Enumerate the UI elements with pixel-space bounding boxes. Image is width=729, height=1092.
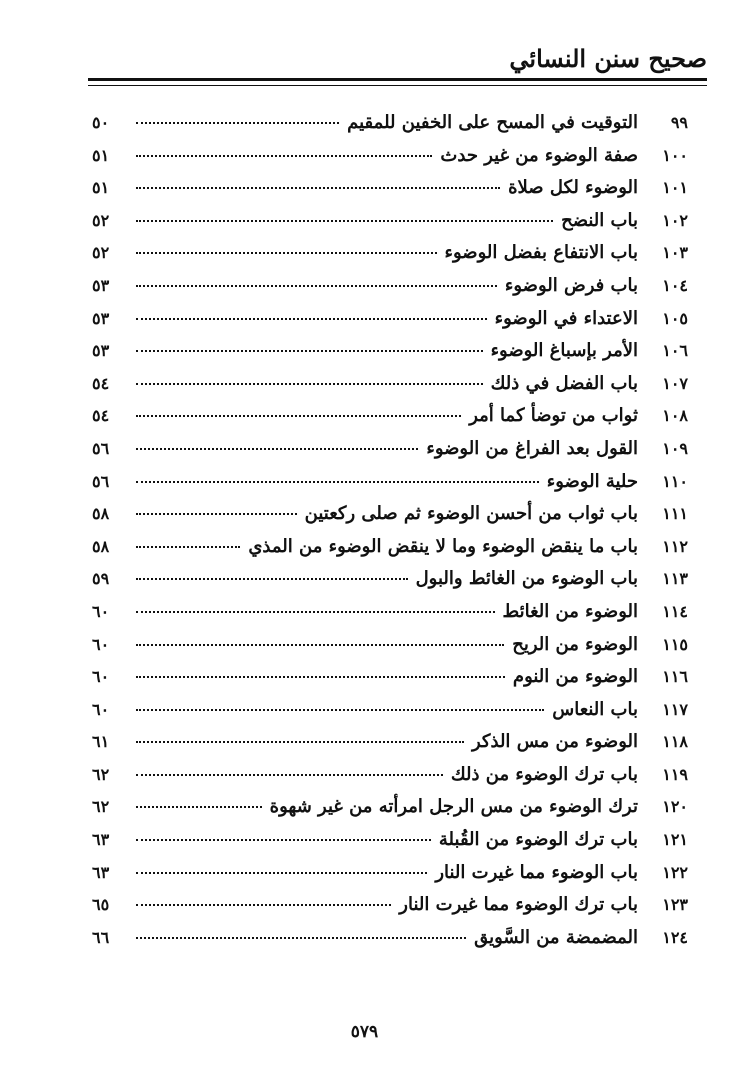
- entry-page: ٦٢: [92, 797, 110, 817]
- dot-leader: [136, 644, 504, 646]
- entry-title: القول بعد الفراغ من الوضوء: [426, 437, 638, 459]
- table-of-contents: [92, 112, 688, 959]
- entry-number: ١٢٤: [662, 927, 688, 947]
- toc-entry: [92, 145, 688, 178]
- entry-page: ٥٤: [92, 406, 110, 426]
- entry-number: ١١٤: [662, 601, 688, 621]
- dot-leader: [136, 448, 418, 450]
- toc-entry: [92, 112, 688, 145]
- toc-entry: [92, 764, 688, 797]
- entry-number: ٩٩: [670, 113, 688, 132]
- entry-number: ١٠٠: [662, 145, 688, 165]
- toc-entry: [92, 308, 688, 341]
- entry-page: ٥٢: [92, 243, 110, 263]
- entry-page: ٥٨: [92, 536, 110, 556]
- entry-title: باب فرض الوضوء: [504, 274, 638, 296]
- entry-number: ١٢٣: [662, 895, 688, 915]
- toc-entry: [92, 373, 688, 406]
- entry-page: ٥٠: [92, 113, 110, 132]
- toc-entry: [92, 275, 688, 308]
- entry-title: التوقيت في المسح على الخفين للمقيم: [347, 112, 638, 133]
- entry-page: ٥٦: [92, 471, 110, 491]
- dot-leader: [136, 122, 339, 124]
- entry-title: الوضوء من الغائط: [502, 600, 638, 622]
- entry-title: المضمضة من السَّويق: [474, 926, 638, 948]
- entry-title: الاعتداء في الوضوء: [494, 307, 638, 329]
- toc-entry: [92, 601, 688, 634]
- toc-entry: [92, 536, 688, 569]
- entry-title: باب الانتفاع بفضل الوضوء: [444, 242, 638, 264]
- entry-title: باب الوضوء من الغائط والبول: [415, 568, 638, 590]
- entry-title: الوضوء من النوم: [512, 666, 638, 688]
- toc-entry: [92, 699, 688, 732]
- page-number: ٥٧٩: [350, 1022, 379, 1042]
- dot-leader: [136, 155, 432, 157]
- entry-number: ١١٢: [662, 536, 688, 556]
- running-header: [88, 40, 707, 90]
- entry-number: ١١٨: [662, 732, 688, 752]
- entry-title: باب ترك الوضوء من القُبلة: [438, 829, 638, 851]
- dot-leader: [136, 383, 483, 385]
- dot-leader: [136, 676, 505, 678]
- toc-entry: [92, 796, 688, 829]
- entry-number: ١١٦: [662, 667, 688, 687]
- dot-leader: [136, 709, 544, 711]
- dot-leader: [136, 741, 464, 743]
- entry-title: باب ترك الوضوء من ذلك: [450, 763, 638, 785]
- dot-leader: [136, 513, 297, 515]
- entry-title: الوضوء لكل صلاة: [508, 177, 638, 199]
- entry-number: ١١٠: [662, 471, 688, 491]
- entry-page: ٥٣: [92, 341, 110, 361]
- entry-title: الأمر بإسباغ الوضوء: [490, 340, 638, 362]
- entry-title: باب ثواب من أحسن الوضوء ثم صلى ركعتين: [304, 503, 638, 525]
- dot-leader: [136, 187, 500, 189]
- toc-entry: [92, 829, 688, 862]
- dot-leader: [136, 220, 553, 222]
- entry-title: باب ما ينقض الوضوء وما لا ينقض الوضوء من المذي: [248, 535, 638, 557]
- dot-leader: [136, 872, 427, 874]
- toc-entry: [92, 242, 688, 275]
- entry-page: ٦٢: [92, 764, 110, 784]
- entry-page: ٦٠: [92, 601, 110, 621]
- toc-entry: [92, 927, 688, 960]
- dot-leader: [136, 806, 262, 808]
- entry-title: باب الوضوء مما غيرت النار: [435, 861, 638, 883]
- toc-entry: [92, 210, 688, 243]
- entry-title: ثواب من توضأ كما أمر: [469, 405, 638, 427]
- entry-title: حلية الوضوء: [546, 470, 638, 492]
- entry-page: ٦٣: [92, 830, 110, 850]
- toc-entry: [92, 503, 688, 536]
- dot-leader: [136, 318, 487, 320]
- entry-title: باب الفضل في ذلك: [490, 372, 638, 394]
- entry-page: ٥١: [92, 145, 110, 165]
- entry-number: ١١٧: [662, 699, 688, 719]
- entry-title: صفة الوضوء من غير حدث: [440, 144, 638, 166]
- dot-leader: [136, 611, 495, 613]
- toc-entry: [92, 471, 688, 504]
- dot-leader: [136, 285, 497, 287]
- entry-number: ١١١: [662, 504, 688, 524]
- entry-page: ٦٣: [92, 862, 110, 882]
- entry-title: الوضوء من الريح: [512, 633, 638, 655]
- header-title: صحيح سنن النسائي: [509, 44, 707, 73]
- dot-leader: [136, 904, 391, 906]
- entry-page: ٦٠: [92, 699, 110, 719]
- toc-entry: [92, 731, 688, 764]
- entry-number: ١٠١: [662, 178, 688, 198]
- entry-page: ٦٠: [92, 634, 110, 654]
- entry-page: ٥٦: [92, 438, 110, 458]
- entry-title: ترك الوضوء من مس الرجل امرأته من غير شهوة: [269, 796, 638, 818]
- toc-entry: [92, 568, 688, 601]
- toc-entry: [92, 438, 688, 471]
- toc-entry: [92, 862, 688, 895]
- entry-number: ١٠٩: [662, 438, 688, 458]
- dot-leader: [136, 774, 443, 776]
- entry-number: ١٢٢: [662, 862, 688, 882]
- header-rule-thick: [88, 78, 707, 81]
- entry-number: ١٢١: [662, 830, 688, 850]
- entry-number: ١١٣: [662, 569, 688, 589]
- entry-page: ٥٢: [92, 210, 110, 230]
- entry-number: ١٠٥: [662, 308, 688, 328]
- header-rule-thin: [88, 85, 707, 86]
- entry-number: ١٠٨: [662, 406, 688, 426]
- entry-title: باب ترك الوضوء مما غيرت النار: [399, 894, 638, 916]
- dot-leader: [136, 839, 431, 841]
- entry-number: ١١٥: [662, 634, 688, 654]
- dot-leader: [136, 350, 483, 352]
- dot-leader: [136, 937, 466, 939]
- entry-number: ١٠٦: [662, 341, 688, 361]
- dot-leader: [136, 252, 437, 254]
- entry-title: باب النعاس: [552, 698, 638, 720]
- entry-page: ٦٠: [92, 667, 110, 687]
- entry-number: ١٠٢: [662, 210, 688, 230]
- entry-page: ٦٥: [92, 895, 110, 915]
- toc-entry: [92, 666, 688, 699]
- dot-leader: [136, 415, 461, 417]
- toc-entry: [92, 177, 688, 210]
- entry-page: ٥٨: [92, 504, 110, 524]
- entry-title: الوضوء من مس الذكر: [472, 731, 638, 753]
- entry-number: ١٢٠: [662, 797, 688, 817]
- entry-title: باب النضح: [561, 209, 638, 231]
- dot-leader: [136, 481, 539, 483]
- toc-entry: [92, 340, 688, 373]
- entry-page: ٥٩: [92, 569, 110, 589]
- entry-number: ١١٩: [662, 764, 688, 784]
- entry-number: ١٠٧: [662, 373, 688, 393]
- entry-page: ٥٣: [92, 275, 110, 295]
- entry-page: ٥١: [92, 178, 110, 198]
- entry-page: ٥٣: [92, 308, 110, 328]
- dot-leader: [136, 546, 240, 548]
- entry-page: ٦١: [92, 732, 110, 752]
- entry-page: ٥٤: [92, 373, 110, 393]
- toc-entry: [92, 894, 688, 927]
- entry-number: ١٠٤: [662, 275, 688, 295]
- entry-page: ٦٦: [92, 927, 110, 947]
- dot-leader: [136, 578, 408, 580]
- entry-number: ١٠٣: [662, 243, 688, 263]
- toc-entry: [92, 634, 688, 667]
- toc-entry: [92, 405, 688, 438]
